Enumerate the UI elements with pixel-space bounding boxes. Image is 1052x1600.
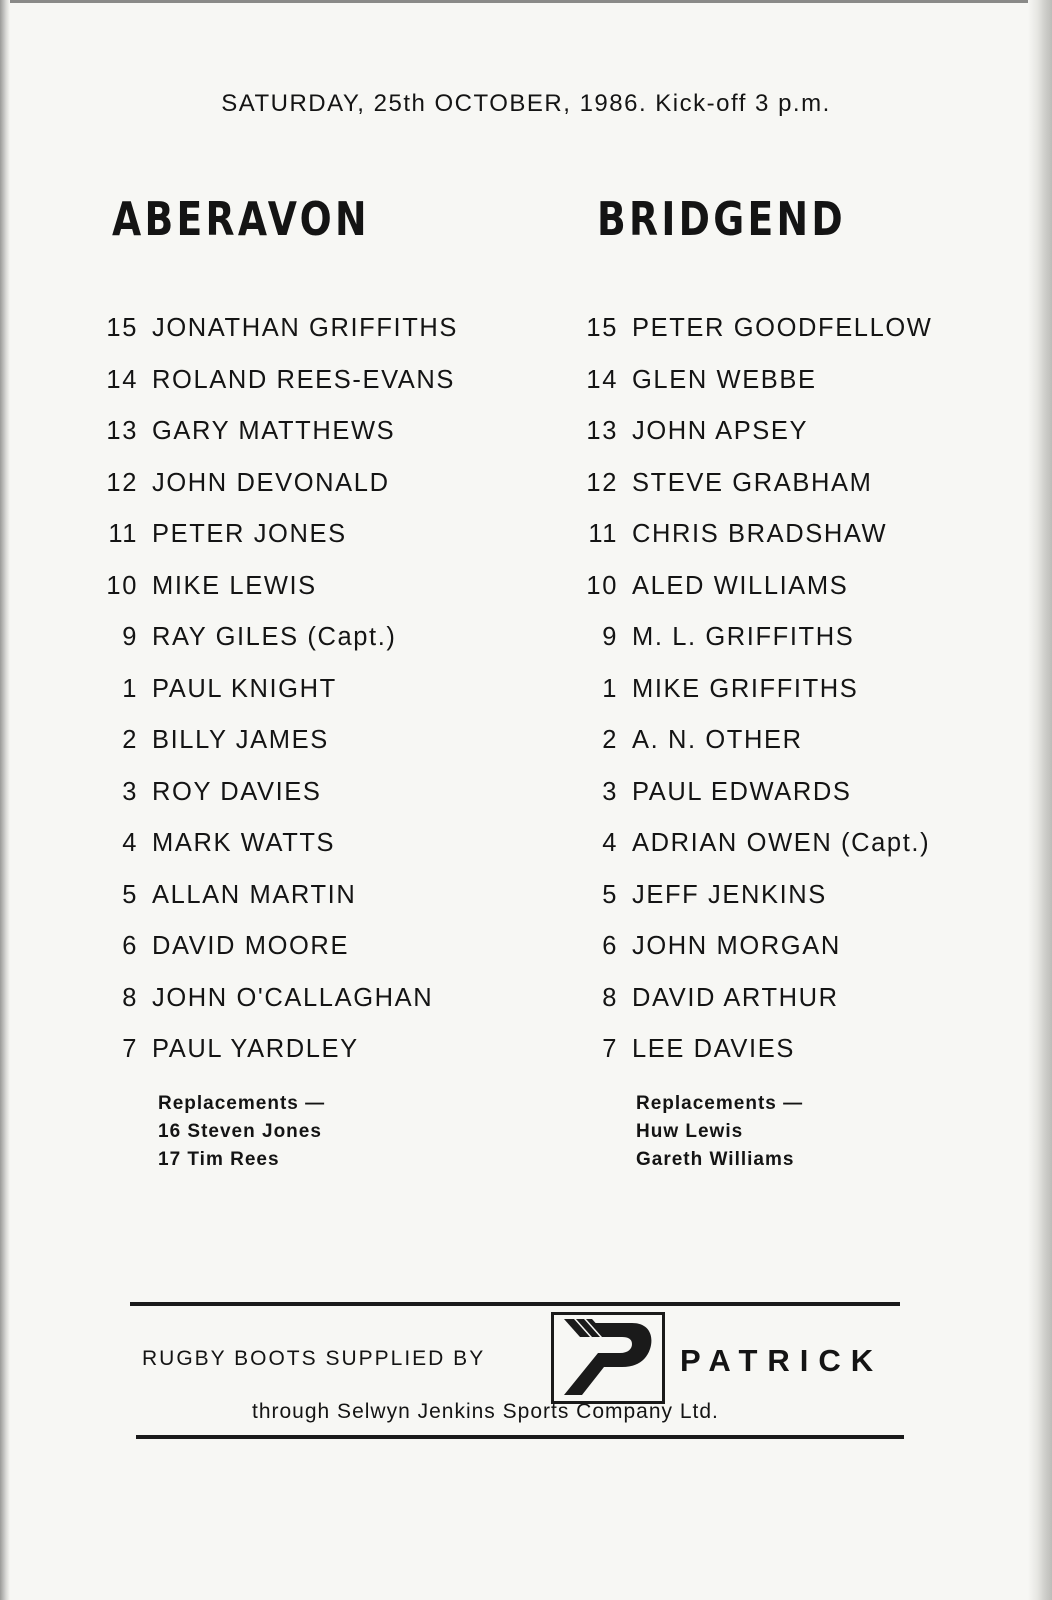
home-player-row	[104, 715, 544, 767]
player-name: M. L. GRIFFITHS	[632, 623, 855, 652]
home-player-row	[104, 509, 544, 561]
player-number: 4	[122, 829, 138, 858]
player-name: PAUL KNIGHT	[152, 674, 337, 703]
home-player-row	[104, 612, 544, 664]
away-player-row	[584, 561, 1024, 613]
away-player-row	[584, 818, 1024, 870]
player-name: JOHN DEVONALD	[152, 468, 390, 497]
home-team-name: ABERAVON	[112, 192, 370, 246]
player-number: 2	[122, 726, 138, 755]
player-name: GARY MATTHEWS	[152, 417, 396, 446]
player-name: PAUL YARDLEY	[152, 1035, 359, 1064]
player-name: GLEN WEBBE	[632, 365, 817, 394]
away-player-row	[584, 355, 1024, 407]
player-number: 5	[602, 880, 618, 909]
home-replacement-item: 16 Steven Jones	[158, 1121, 322, 1142]
player-name: PAUL EDWARDS	[632, 777, 852, 806]
player-name: JOHN APSEY	[632, 417, 809, 446]
away-team-name: BRIDGEND	[597, 192, 846, 246]
away-player-row	[584, 458, 1024, 510]
away-player-row	[584, 509, 1024, 561]
home-replacements-label: Replacements —	[158, 1093, 326, 1114]
player-name: ALLAN MARTIN	[152, 880, 357, 909]
player-number: 9	[602, 623, 618, 652]
player-number: 15	[586, 314, 618, 343]
player-number: 6	[122, 932, 138, 961]
player-name: JOHN O'CALLAGHAN	[152, 983, 434, 1012]
player-name: JOHN MORGAN	[632, 932, 841, 961]
home-player-row	[104, 303, 544, 355]
player-name: ROY DAVIES	[152, 777, 322, 806]
patrick-p-logo-icon	[551, 1312, 665, 1404]
away-replacements-label: Replacements —	[636, 1093, 804, 1114]
away-player-row	[584, 406, 1024, 458]
player-name: MIKE GRIFFITHS	[632, 674, 859, 703]
home-replacement-item: 17 Tim Rees	[158, 1149, 280, 1170]
away-replacement-item: Huw Lewis	[636, 1121, 744, 1142]
player-number: 9	[122, 623, 138, 652]
player-number: 4	[602, 829, 618, 858]
player-name: JEFF JENKINS	[632, 880, 827, 909]
sponsor-top-divider	[130, 1302, 900, 1306]
player-name: A. N. OTHER	[632, 726, 803, 755]
player-number: 1	[122, 674, 138, 703]
player-name: DAVID MOORE	[152, 932, 350, 961]
player-name: MIKE LEWIS	[152, 571, 317, 600]
page-left-edge	[0, 0, 10, 1600]
home-player-row	[104, 1024, 544, 1076]
player-number: 1	[602, 674, 618, 703]
home-player-row	[104, 818, 544, 870]
page-top-edge	[0, 0, 1052, 3]
away-player-row	[584, 1024, 1024, 1076]
away-player-row	[584, 973, 1024, 1025]
away-player-row	[584, 921, 1024, 973]
away-player-row	[584, 303, 1024, 355]
player-number: 12	[586, 468, 618, 497]
player-name: BILLY JAMES	[152, 726, 329, 755]
home-player-row	[104, 561, 544, 613]
player-number: 5	[122, 880, 138, 909]
player-name: PETER GOODFELLOW	[632, 314, 933, 343]
home-player-row	[104, 458, 544, 510]
away-replacement-item: Gareth Williams	[636, 1149, 795, 1170]
player-name: DAVID ARTHUR	[632, 983, 839, 1012]
sponsor-bottom-divider	[136, 1435, 904, 1439]
player-number: 14	[586, 365, 618, 394]
player-number: 15	[106, 314, 138, 343]
player-number: 14	[106, 365, 138, 394]
away-player-row	[584, 767, 1024, 819]
player-number: 8	[602, 983, 618, 1012]
player-name: PETER JONES	[152, 520, 347, 549]
player-name: JONATHAN GRIFFITHS	[152, 314, 458, 343]
player-number: 8	[122, 983, 138, 1012]
home-player-row	[104, 355, 544, 407]
player-number: 13	[586, 417, 618, 446]
sponsor-supplied-text: RUGBY BOOTS SUPPLIED BY	[142, 1347, 486, 1370]
player-name: MARK WATTS	[152, 829, 336, 858]
away-player-row	[584, 870, 1024, 922]
home-player-row	[104, 767, 544, 819]
home-player-row	[104, 870, 544, 922]
player-number: 3	[602, 777, 618, 806]
player-name: LEE DAVIES	[632, 1035, 795, 1064]
away-replacements	[636, 1090, 803, 1174]
player-name: CHRIS BRADSHAW	[632, 520, 888, 549]
home-player-row	[104, 664, 544, 716]
match-date-line: SATURDAY, 25th OCTOBER, 1986. Kick-off 3 p.m.	[221, 90, 831, 117]
player-number: 3	[122, 777, 138, 806]
player-number: 13	[106, 417, 138, 446]
player-number: 2	[602, 726, 618, 755]
player-name: STEVE GRABHAM	[632, 468, 873, 497]
player-number: 10	[586, 571, 618, 600]
sponsor-through-text: through Selwyn Jenkins Sports Company Ltd.	[252, 1400, 719, 1423]
home-replacements	[158, 1090, 325, 1174]
away-player-row	[584, 664, 1024, 716]
home-player-row	[104, 921, 544, 973]
page-right-edge	[1028, 0, 1052, 1600]
player-name: ROLAND REES-EVANS	[152, 365, 456, 394]
away-player-row	[584, 612, 1024, 664]
away-team-roster	[584, 303, 1024, 1076]
home-player-row	[104, 973, 544, 1025]
player-number: 7	[122, 1035, 138, 1064]
player-number: 7	[602, 1035, 618, 1064]
player-name: ADRIAN OWEN (Capt.)	[632, 829, 931, 858]
home-team-roster	[104, 303, 544, 1076]
player-name: ALED WILLIAMS	[632, 571, 849, 600]
player-number: 11	[588, 520, 618, 549]
sponsor-brand-name: PATRICK	[680, 1343, 884, 1378]
player-number: 11	[108, 520, 138, 549]
home-player-row	[104, 406, 544, 458]
player-number: 6	[602, 932, 618, 961]
away-player-row	[584, 715, 1024, 767]
player-name: RAY GILES (Capt.)	[152, 623, 397, 652]
player-number: 12	[106, 468, 138, 497]
player-number: 10	[106, 571, 138, 600]
